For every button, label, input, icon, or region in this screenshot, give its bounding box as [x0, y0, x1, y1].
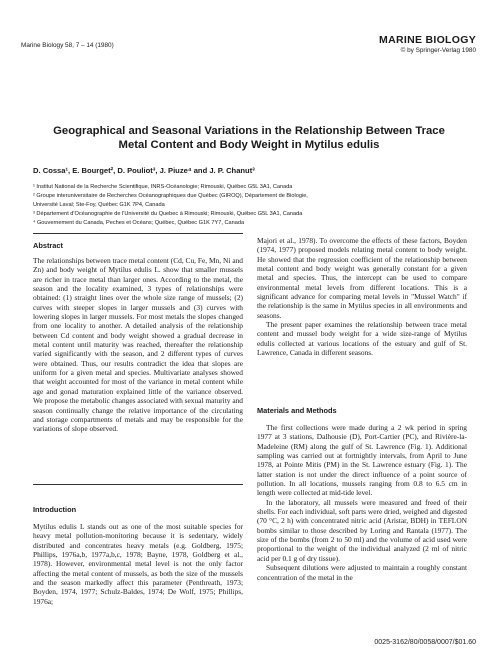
affiliations — [33, 183, 473, 228]
journal-masthead — [379, 34, 476, 54]
abstract-heading: Abstract — [33, 241, 63, 250]
article-title: Geographical and Seasonal Variations in the Relationship Between Trace Metal Content and Body Weight in Mytilus edulis — [53, 125, 445, 151]
methods-para-3: Subsequent dilutions were adjusted to maintain a roughly constant concentration of the metal in the — [257, 563, 467, 582]
abstract-bottom-rule — [33, 484, 243, 485]
affiliation-4: ⁴ Gouvernement du Canada, Peches et Océans; Québec, Québec G1K 7Y7, Canada — [33, 220, 245, 226]
article-code: 0025-3162/80/0058/0007/$01.60 — [374, 639, 476, 646]
affiliation-3: ³ Département d'Océanographie de l'Université du Quebec à Rimouski; Rimouski, Québec G5L 3A1, Canada — [33, 211, 303, 217]
copyright-line: © by Springer-Verlag 1980 — [400, 47, 476, 54]
journal-citation: Marine Biology 58, 7 – 14 (1980) — [21, 42, 114, 49]
author-list: D. Cossa¹, E. Bourget², D. Pouliot³, J. Piuze⁴ and J. P. Chanut³ — [33, 166, 255, 175]
introduction-body — [33, 522, 243, 606]
intro-continued: Majori et al., 1978). To overcome the effects of these factors, Boyden (1974, 1977) proposed models relating metal content to body weight. He showed that the regression coefficient of the relationship between metal content and body weight was generally constant for a given metal and species. Thus, the intercept can be used to compare environmental metal levels from different locations. This is a significant advance for comparing metal levels in "Mussel Watch" if the relationship is the same in Mytilus species in all environments and seasons. — [257, 236, 467, 320]
methods-para-1: The first collections were made during a 2 wk period in spring 1977 at 3 stations, Dalhousie (D), Port-Cartier (PC), and Rivière-la-Madeleine (RM) along the gulf of St. Lawrence (Fig. 1). Additional sampling was carried out at fortnightly intervals, from April to June 1978, at Pointe Mitis (PM) in the St. Lawrence estuary (Fig. 1). The latter station is not under the direct influence of a point source of pollution. In all locations, mussels ranging from 0.8 to 6.5 cm in length were collected at mid-tide level. — [257, 423, 467, 498]
methods-body — [257, 423, 467, 582]
introduction-text: Mytilus edulis L stands out as one of the most suitable species for heavy metal pollution-monitoring because it is sedentary, widely distributed and concentrates heavy metals (e.g. Goldberg, 1975; Phillips, 1976a,b, 1977a,b,c, 1978; Bayne, 1978, Goldberg et al., 1978). However, environmental metal level is not the only factor affecting the metal content of mussels, as both the size of the mussels and the season markedly affect this parameter (Penthreath, 1973; Boyden, 1974, 1977; Schulz-Baldes, 1974; De Wolf, 1975; Phillips, 1976a; — [33, 522, 243, 606]
journal-name: MARINE BIOLOGY — [379, 34, 476, 46]
affiliation-2-cont: Université Laval; Ste-Foy, Québec G1K 7P4, Canada — [33, 202, 165, 208]
affiliation-2: ² Groupe interuniversitaire de Recherches Océanographiques due Québec (GIROQ), Département de Biologie, — [33, 193, 308, 199]
intro-purpose: The present paper examines the relationship between trace metal content and mussel body weight for a wide size-range of Mytilus edulis collected at various locations of the estuary and gulf of St. Lawrence, Canada in different seasons. — [257, 320, 467, 358]
abstract-top-rule — [33, 233, 243, 234]
methods-para-2: In the laboratory, all mussels were measured and freed of their shells. For each individual, soft parts were dried, weighed and digested (70 °C, 2 h) with concentrated nitric acid (Aristar, BDH) in TEFLON bombs similar to those described by Loring and Rantala (1977). The size of the bombs (from 2 to 50 ml) and the volume of acid used were proportional to the weight of the individual analyzed (2 ml of nitric acid per 0.1 g of dry tissue). — [257, 497, 467, 563]
introduction-heading: Introduction — [33, 505, 77, 514]
methods-heading: Materials and Methods — [257, 406, 337, 415]
affiliation-1: ¹ Institut National de la Recherche Scientifique, INRS-Océanologie; Rimouski, Québec G5L 3A1, Canada — [33, 184, 293, 190]
abstract-text: The relationships between trace metal content (Cd, Cu, Fe, Mn, Ni and Zn) and body weight of Mytilus edulis L. show that smaller mussels are richer in trace metal than larger ones. According to the metal, the season and the locality examined, 3 types of relationships were obtained: (1) straight lines over the whole size range of mussels; (2) curves with steeper slopes in larger mussels and (3) curves with lowering slopes in larger mussels. For most metals the slopes changed from one locality to another. A detailed analysis of the relationship between Cd content and body weight showed a gradual decrease in metal content until maturity was reached, thereafter the relationship varied significantly with the season, and 2 different types of curves were obtained. Thus, our results contradict the idea that slopes are uniform for a given metal and species. Multivariate analyses showed that weight accounted for most of the variance in metal content while age and gonad maturation explained little of the variance observed. We propose the metabolic changes associated with sexual maturity and season continually change the relative importance of the circulating and storage compartments of metals and may be responsible for the variations of slope observed. — [33, 256, 243, 434]
abstract-body — [33, 256, 243, 434]
right-column-top — [257, 236, 467, 357]
